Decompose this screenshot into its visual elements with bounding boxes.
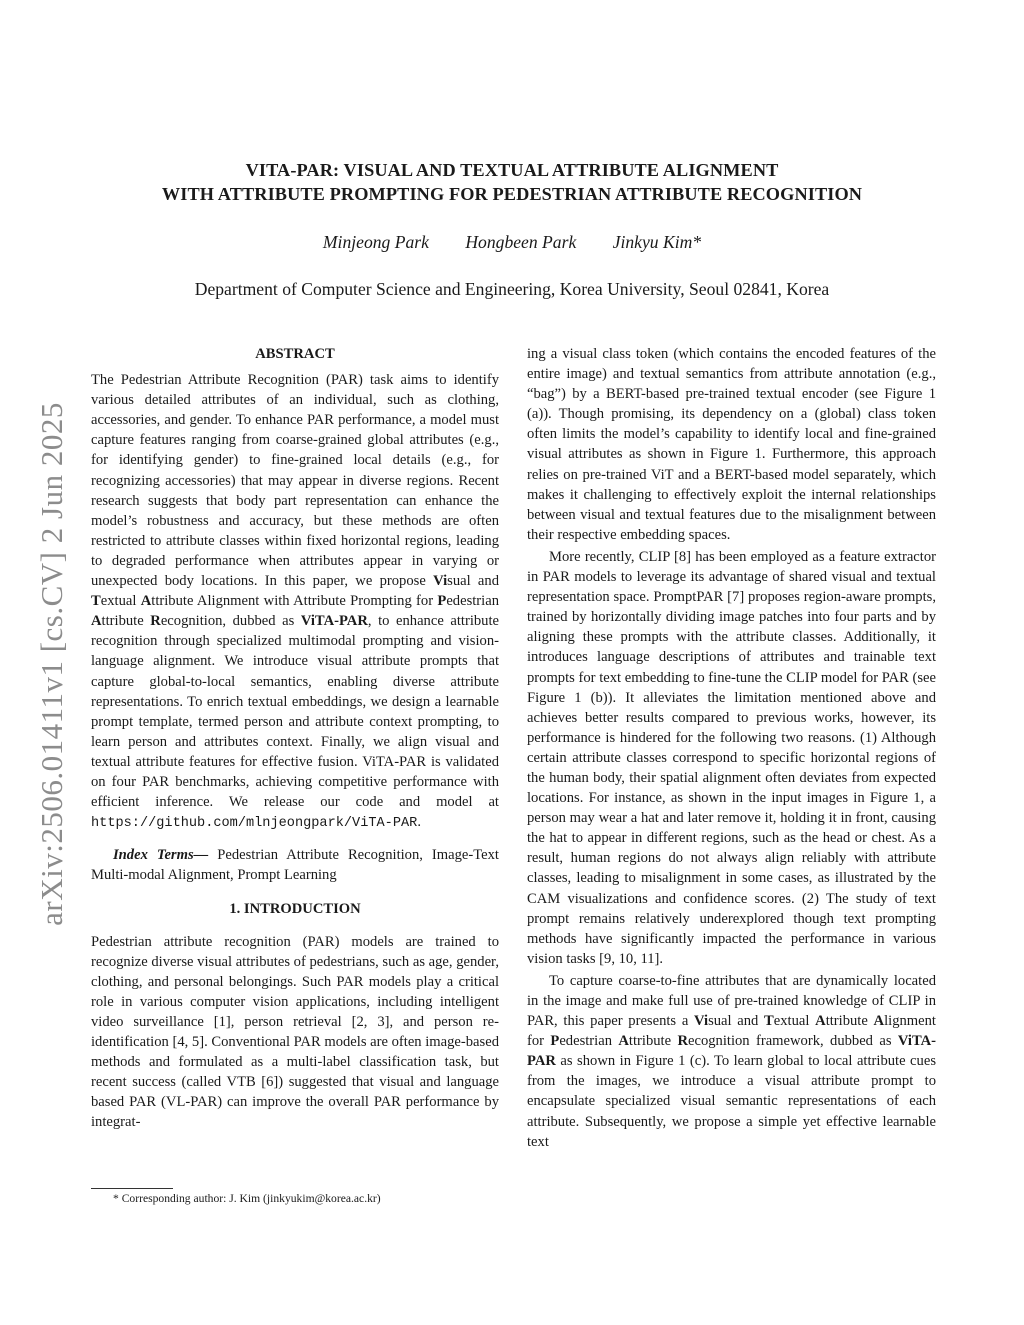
corresponding-author-footnote: * Corresponding author: J. Kim (jinkyukim@korea.ac.kr) — [113, 1192, 381, 1205]
author-list — [0, 232, 1024, 253]
title-line-2: WITH ATTRIBUTE PROMPTING FOR PEDESTRIAN ATTRIBUTE RECOGNITION — [161, 184, 863, 204]
footnote-divider — [91, 1188, 173, 1189]
index-terms: Index Terms— Pedestrian Attribute Recognition, Image-Text Multi-modal Alignment, Prompt Learning — [91, 847, 499, 884]
title-line-1: VITA-PAR: VISUAL AND TEXTUAL ATTRIBUTE ALIGNMENT — [245, 160, 779, 180]
author-3: Jinkyu Kim* — [612, 232, 702, 252]
affiliation: Department of Computer Science and Engineering, Korea University, Seoul 02841, Korea — [194, 279, 830, 299]
left-column — [91, 344, 499, 1132]
paper-title — [0, 158, 1024, 206]
introduction-heading: 1. INTRODUCTION — [229, 901, 361, 918]
author-1: Minjeong Park — [322, 232, 429, 252]
intro-paragraph-3: To capture coarse-to-fine attributes that are dynamically located in the image and make full use of pre-trained knowledge of CLIP in PAR, this paper presents a Visual and Textual Attribute Alignment for Pedestrian Attribute Recognition framework, dubbed as ViTA-PAR as shown in Figure 1 (c). To learn global to local attribute cues from the images, we introduce a visual attribute prompt to encapsulate specialized visual semantic representations of each attribute. Subsequently, we propose a simple yet effective learnable text — [527, 972, 936, 1150]
abstract-heading: ABSTRACT — [255, 346, 335, 362]
intro-paragraph-2: More recently, CLIP [8] has been employed as a feature extractor in PAR models to leverage its advantage of shared visual and textual representation space. PromptPAR [7] proposes region-aware prompts, trained by horizontally dividing image patches into four parts and by aligning these prompts with the attribute classes. Additionally, it introduces language descriptions of attributes and trainable text prompts for text embedding to fine-tune the CLIP model for PAR (see Figure 1 (b)). It alleviates the limitation mentioned above and achieves better results compared to previous works, however, its performance is hindered for the following two reasons. (1) Although certain attribute classes correspond to specific horizontal regions of the human body, their spatial alignment often deviates from expected locations. For instance, as shown in the input images in Figure 1, a person may wear a hat and later remove it, holding it in front, causing the hat to appear in different regions, such as the head or chest. As a result, human regions do not always align reliably with attribute classes, leading to misalignment in some cases, as illustrated by the CAM visualizations and confidence scores. (2) The study of text prompt remains relatively underexplored though text prompting methods have significantly impacted the performance in various vision tasks [9, 10, 11]. — [527, 548, 936, 967]
arxiv-identifier-stamp: arXiv:2506.01411v1 [cs.CV] 2 Jun 2025 — [34, 402, 69, 926]
author-2: Hongbeen Park — [465, 232, 577, 252]
abstract-body: The Pedestrian Attribute Recognition (PAR) task aims to identify various detailed attributes of an individual, such as clothing, accessories, and gender. To enhance PAR performance, a model must capture features ranging from coarse-grained global attributes (e.g., for identifying gender) to fine-grained local details (e.g., for recognizing accessories) that may appear in diverse regions. Recent research suggests that body part representation can enhance the model’s robustness and accuracy, but these methods are often restricted to attribute classes within fixed horizontal regions, leading to degraded performance when attributes appear in varying or unexpected body locations. In this paper, we propose Visual and Textual Attribute Alignment with Attribute Prompting for Pedestrian Attribute Recognition, dubbed as ViTA-PAR, to enhance attribute recognition through specialized multimodal prompting and vision-language alignment. We introduce visual attribute prompts that capture global-to-local semantics, enabling diverse attribute representations. To enrich textual embeddings, we design a learnable prompt template, termed person and attribute context prompting, to learn person and attributes context. Finally, we align visual and textual attribute features for effective fusion. ViTA-PAR is validated on four PAR benchmarks, achieving competitive performance with efficient inference. We release our code and model at https://github.com/mlnjeongpark/ViTA-PAR. — [91, 372, 499, 832]
right-column — [527, 344, 936, 1152]
intro-paragraph-1-continued: ing a visual class token (which contains the encoded features of the entire image) and textual semantics from attribute annotation (e.g., “bag”) by a BERT-based pre-trained textual encoder (see Figure 1 (a)). Though promising, its dependency on a (global) class token often limits the model’s capability to identify local and fine-grained visual attributes as shown in Figure 1. Furthermore, this approach relies on pre-trained ViT and a BERT-based model separately, which makes it challenging to effectively exploit the internal relationships between visual and textual features due to the misalignment between their respective embedding spaces. — [527, 346, 936, 543]
intro-paragraph-1: Pedestrian attribute recognition (PAR) models are trained to recognize diverse visual attributes of pedestrians, such as age, gender, clothing, and personal belongings. Such PAR models play a critical role in various computer vision applications, including intelligent video surveillance [1], person retrieval [2, 3], and person re-identification [4, 5]. Conventional PAR models are often image-based methods and formulated as a multi-label classification task, but recent success (called VTB [6]) suggested that visual and language based PAR (VL-PAR) can improve the overall PAR performance by integrat- — [91, 933, 499, 1131]
code-link[interactable]: https://github.com/mlnjeongpark/ViTA-PAR — [91, 816, 418, 832]
